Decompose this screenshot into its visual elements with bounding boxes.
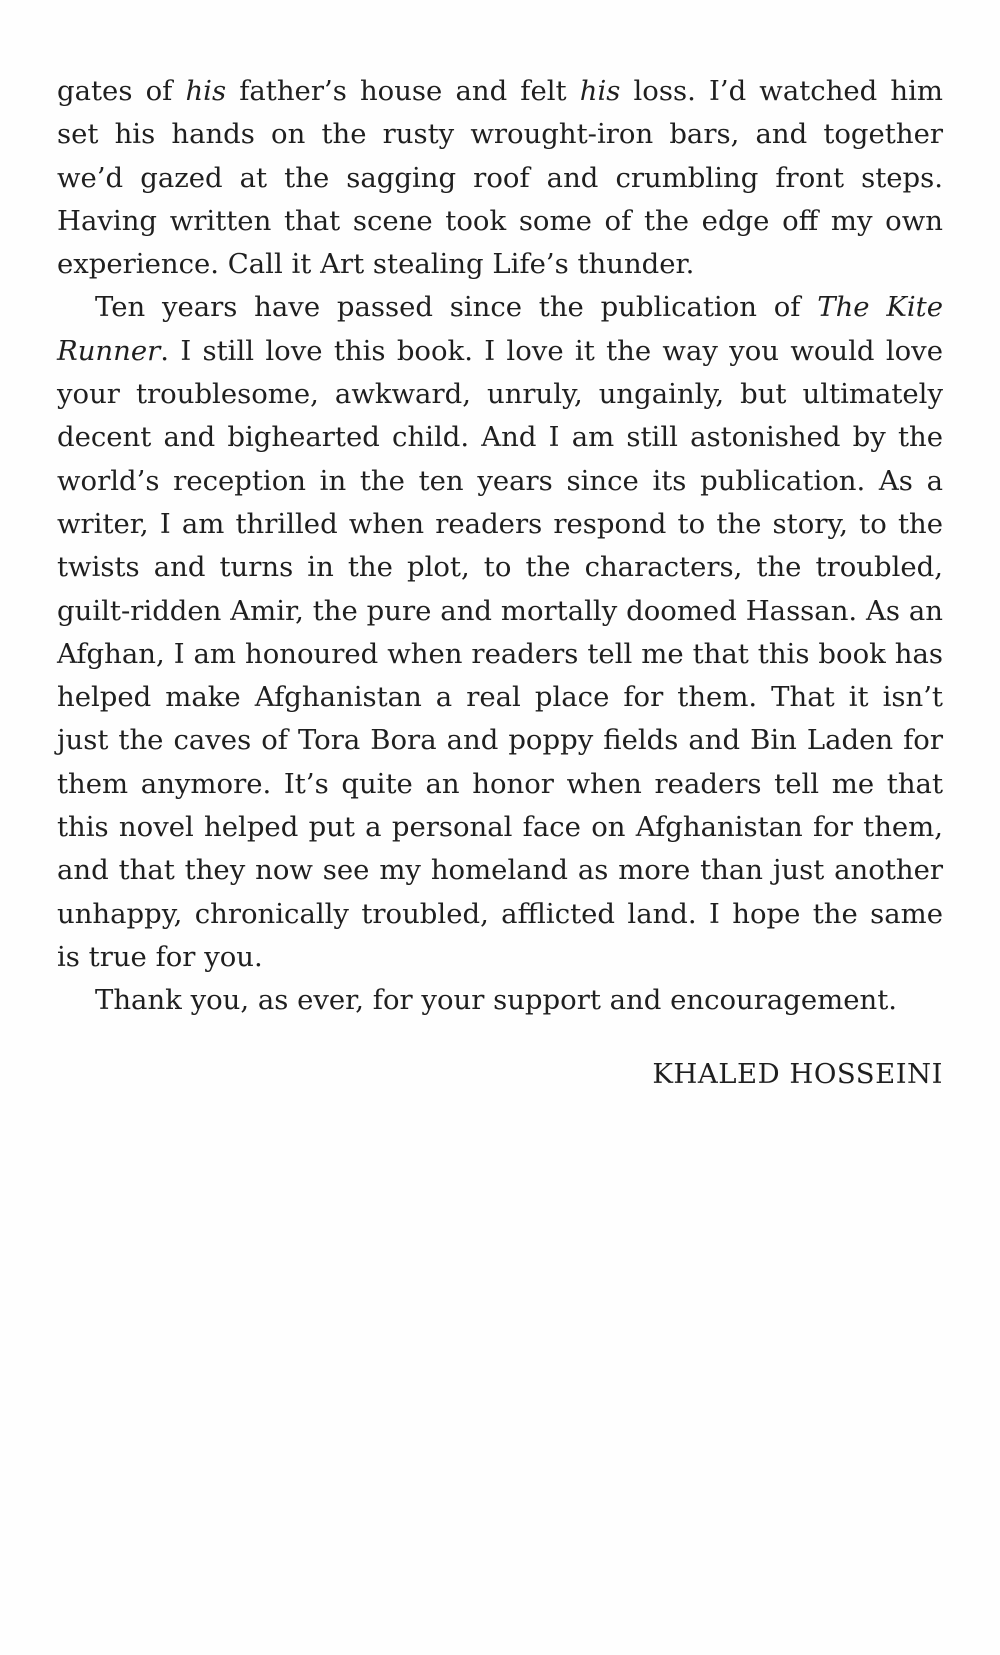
text-segment: Thank you, as ever, for your support and encouragement. <box>95 984 898 1017</box>
text-segment: gates of <box>57 75 186 107</box>
book-title-italic: The Kite Runner <box>57 291 944 367</box>
italic-his: his <box>579 75 621 107</box>
text-segment: Ten years have passed since the publication of <box>95 291 818 324</box>
paragraph-thank-you <box>57 979 943 1022</box>
paragraph-ten-years <box>57 286 943 979</box>
text-segment: loss. I’d watched him set his hands on the rusty wrought-iron bars, and together we’d gazed at the sagging roof and crumbling front steps. Having written that scene took some of the edge off my own experience. Call it Art stealing Life’s thunder. <box>57 75 944 281</box>
body-text <box>57 70 943 1023</box>
author-signature: KHALED HOSSEINI <box>652 1058 943 1090</box>
text-segment: . I still love this book. I love it the way you would love your troublesome, awkward, unruly, ungainly, but ultimately decent and bighearted child. And I am still astonished by the world’s reception in the ten years since its publication. As a writer, I am thrilled when readers respond to the story, to the twists and turns in the plot, to the characters, the troubled, guilt-ridden Amir, the pure and mortally doomed Hassan. As an Afghan, I am honoured when readers tell me that this book has helped make Afghanistan a real place for them. That it isn’t just the caves of Tora Bora and poppy fields and Bin Laden for them anymore. It’s quite an honor when readers tell me that this novel helped put a personal face on Afghanistan for them, and that they now see my homeland as more than just another unhappy, chronically troubled, afflicted land. I hope the same is true for you. <box>57 334 943 973</box>
text-segment: father’s house and felt <box>226 75 580 107</box>
italic-his: his <box>185 75 227 107</box>
paragraph-continuation <box>57 70 943 286</box>
